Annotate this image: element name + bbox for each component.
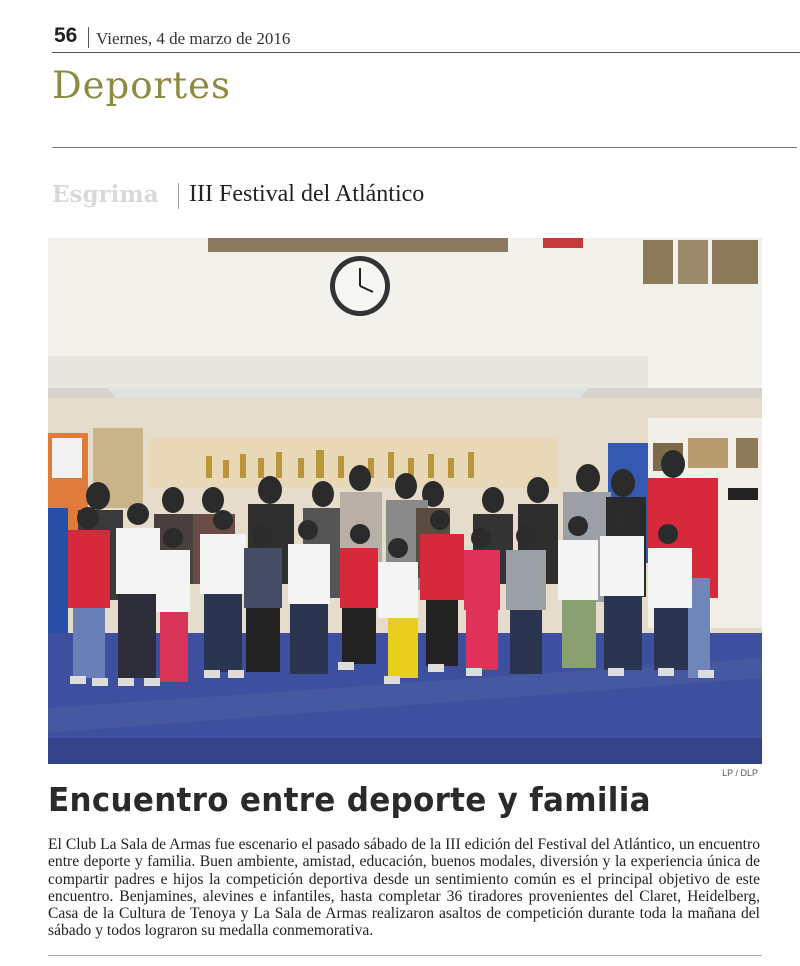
header-divider bbox=[88, 27, 89, 48]
publication-date: Viernes, 4 de marzo de 2016 bbox=[96, 29, 291, 48]
page-header bbox=[52, 24, 800, 53]
section-rule bbox=[52, 147, 797, 148]
bottom-rule bbox=[48, 955, 762, 956]
kicker-title: III Festival del Atlántico bbox=[189, 181, 425, 207]
wall-clock-icon bbox=[330, 256, 390, 316]
article-body: El Club La Sala de Armas fue escenario el pasado sábado de la III edición del Festival del Atlántico, un encuentro entre deporte y familia. Buen ambiente, amistad, educación, buenos modales, diversión y la experiencia única de compartir padres e hijos la competición deportiva desde un sentimiento común es el principal objetivo de este encuentro. Benjamines, alevines e infantiles, hasta completar 36 tiradores provenientes del Claret, Heidelberg, Casa de la Cultura de Tenoya y La Sala de Armas realizaron asaltos de competición durante toda la mañana del sábado y todos lograron su medalla conmemorativa. bbox=[48, 836, 760, 940]
photo-credit: LP / DLP bbox=[722, 768, 758, 778]
kicker-sport: Esgrima bbox=[52, 181, 159, 208]
section-title: Deportes bbox=[52, 64, 231, 107]
article-headline: Encuentro entre deporte y familia bbox=[48, 780, 651, 819]
page-number: 56 bbox=[54, 24, 78, 47]
group-photo bbox=[48, 238, 762, 764]
photo-illustration bbox=[48, 238, 762, 764]
kicker-divider bbox=[178, 183, 179, 209]
